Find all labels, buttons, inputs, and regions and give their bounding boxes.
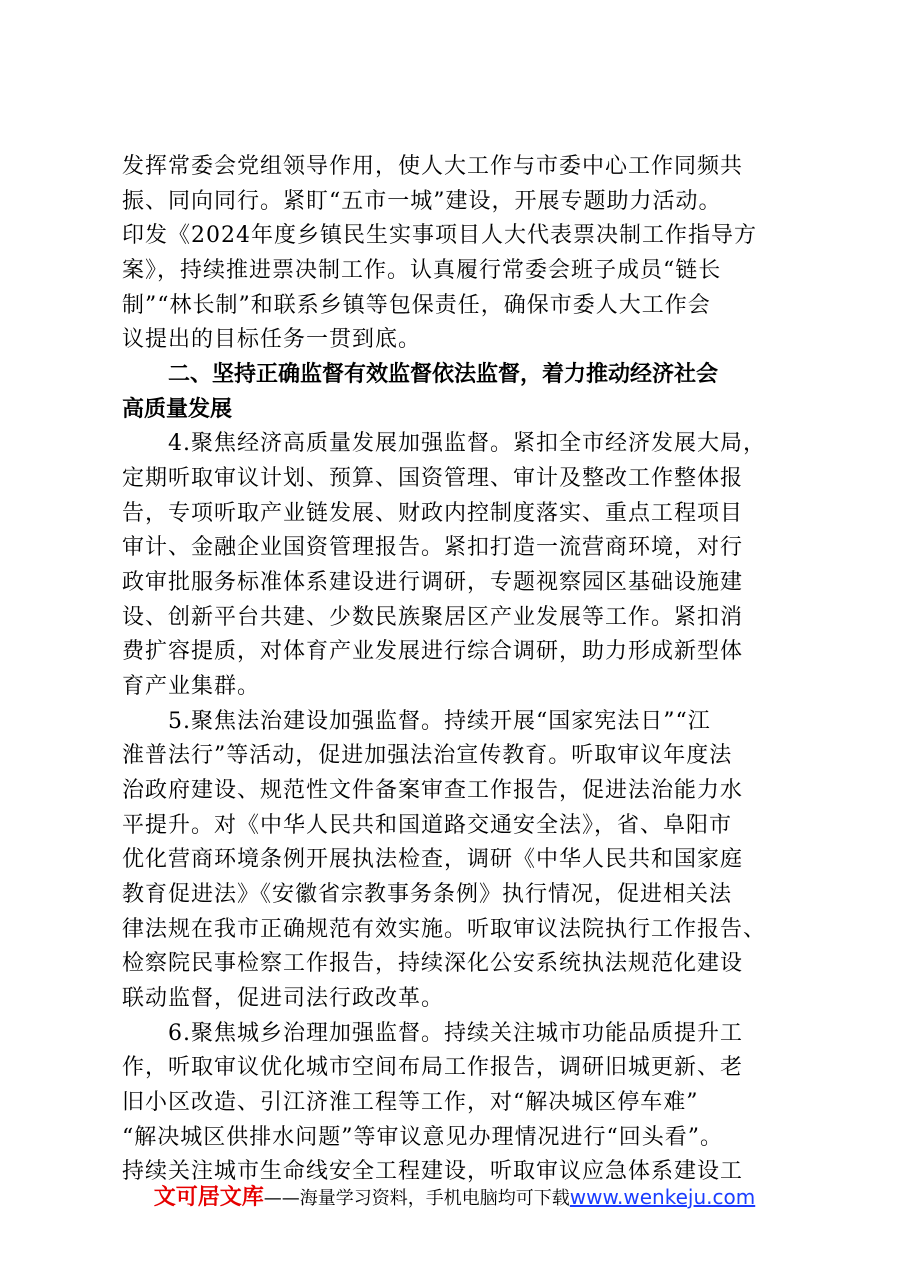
body-line: 教育促进法》《安徽省宗教事务条例》执行情况，促进相关法 [122,882,733,907]
body-line: 审计、金融企业国资管理报告。紧扣打造一流营商环境，对行 [122,535,744,560]
body-line: 定期听取审议计划、预算、国资管理、审计及整改工作整体报 [122,466,744,491]
paragraph-start: 6.聚焦城乡治理加强监督。持续关注城市功能品质提升工 [168,1021,743,1046]
section-heading: 二、坚持正确监督有效监督依法监督，着力推动经济社会 [168,362,719,387]
body-line: 律法规在我市正确规范有效实施。听取审议法院执行工作报告、 [122,917,767,942]
body-line: 设、创新平台共建、少数民族聚居区产业发展等工作。紧扣消 [122,605,744,630]
body-line: 案》，持续推进票决制工作。认真履行常委会班子成员“链长 [122,258,722,283]
body-line: “解决城区供排水问题”等审议意见办理情况进行“回头看”。 [122,1125,723,1150]
body-line: 制”“林长制”和联系乡镇等包保责任，确保市委人大工作会 [122,293,711,318]
body-line: 发挥常委会党组领导作用，使人大工作与市委中心工作同频共 [122,154,744,179]
footer-brand: 文可居文库 [153,1185,264,1210]
body-line: 振、同向同行。紧盯“五市一城”建设，开展专题助力活动。 [122,189,722,214]
body-line: 治政府建设、规范性文件备案审查工作报告，促进法治能力水 [122,778,744,803]
paragraph-start: 5.聚焦法治建设加强监督。持续开展“国家宪法日”“江 [168,709,711,734]
body-line: 联动监督，促进司法行政改革。 [122,986,445,1011]
footer-banner [0,1184,909,1212]
section-heading: 高质量发展 [122,397,233,422]
footer-slogan: ——海量学习资料，手机电脑均可下载 [263,1188,570,1209]
body-line: 印发《2024年度乡镇民生实事项目人大代表票决制工作指导方 [122,223,757,248]
body-line: 议提出的目标任务一贯到底。 [122,327,422,352]
body-line: 育产业集群。 [122,674,261,699]
body-line: 检察院民事检察工作报告，持续深化公安系统执法规范化建设 [122,951,744,976]
body-line: 平提升。对《中华人民共和国道路交通安全法》，省、阜阳市 [122,813,733,838]
body-line: 作，听取审议优化城市空间布局工作报告，调研旧城更新、老 [122,1055,744,1080]
body-line: 优化营商环境条例开展执法检查，调研《中华人民共和国家庭 [122,847,744,872]
body-line: 淮普法行”等活动，促进加强法治宣传教育。听取审议年度法 [122,743,733,768]
body-line: 旧小区改造、引江济淮工程等工作，对“解决城区停车难” [122,1090,699,1115]
footer-link[interactable]: www.wenkeju.com [569,1185,756,1209]
body-line: 费扩容提质，对体育产业发展进行综合调研，助力形成新型体 [122,639,744,664]
body-line: 告，专项听取产业链发展、财政内控制度落实、重点工程项目 [122,501,744,526]
body-line: 持续关注城市生命线安全工程建设，听取审议应急体系建设工 [122,1159,744,1184]
paragraph-start: 4.聚焦经济高质量发展加强监督。紧扣全市经济发展大局， [168,431,766,456]
body-line: 政审批服务标准体系建设进行调研，专题视察园区基础设施建 [122,570,744,595]
